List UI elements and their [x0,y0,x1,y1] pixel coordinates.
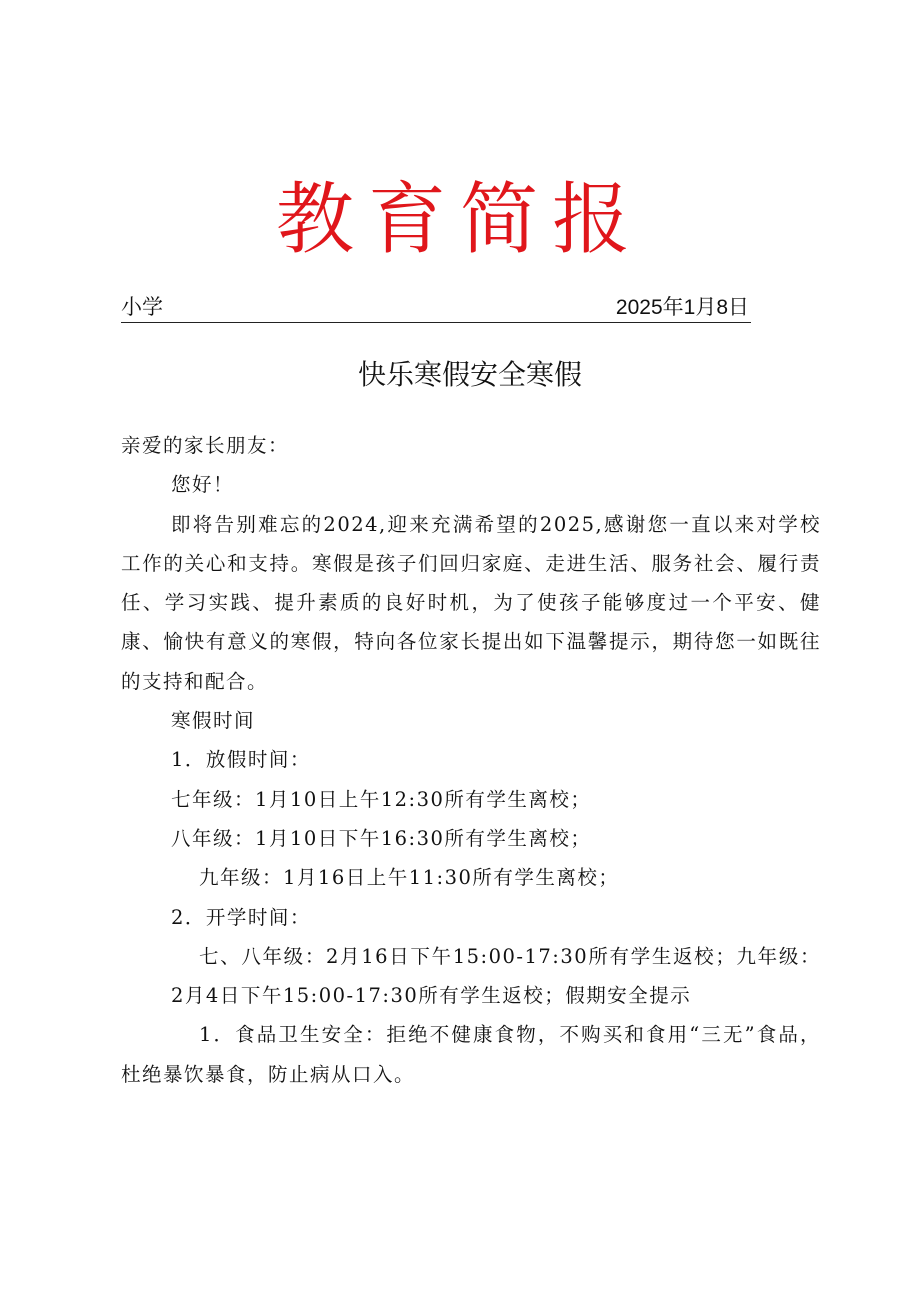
greeting: 您好！ [171,473,235,497]
section-vacation-time: 寒假时间 [171,709,256,733]
grade8-leave: 八年级：1月10日下午16:30所有学生离校； [171,826,592,850]
article-body [121,426,821,1094]
leave-time-heading: 1．放假时间： [171,748,311,772]
issue-date: 2025年1月8日 [615,296,749,319]
article-title: 快乐寒假安全寒假 [357,359,582,390]
return-time-text: 七、八年级：2月16日下午15:00-17:30所有学生返校；九年级：2月4日下午15:00-17:30所有学生返校；假期安全提示 [171,944,821,1008]
food-safety-paragraph: 1．食品卫生安全：拒绝不健康食物，不购买和食用“三无”食品，杜绝暴饮暴食，防止病从口入。 [121,1023,821,1086]
salutation: 亲爱的家长朋友： [121,434,290,457]
return-time-heading: 2．开学时间： [171,905,311,929]
grade9-leave: 九年级：1月16日上午11:30所有学生离校； [199,866,620,890]
intro-paragraph: 即将告别难忘的2024,迎来充满希望的2025,感谢您一直以来对学校工作的关心和支持。寒假是孩子们回归家庭、走进生活、服务社会、履行责任、学习实践、提升素质的良好时机，为了使孩子能够度过一个平安、健康、愉快有意义的寒假，特向各位家长提出如下温馨提示，期待您一如既往的支持和配合。 [121,512,821,693]
grade7-leave: 七年级：1月10日上午12:30所有学生离校； [171,787,592,811]
school-name: 小学 [121,296,163,319]
issue-line [121,294,751,323]
masthead-title: 教育简报 [275,175,644,265]
